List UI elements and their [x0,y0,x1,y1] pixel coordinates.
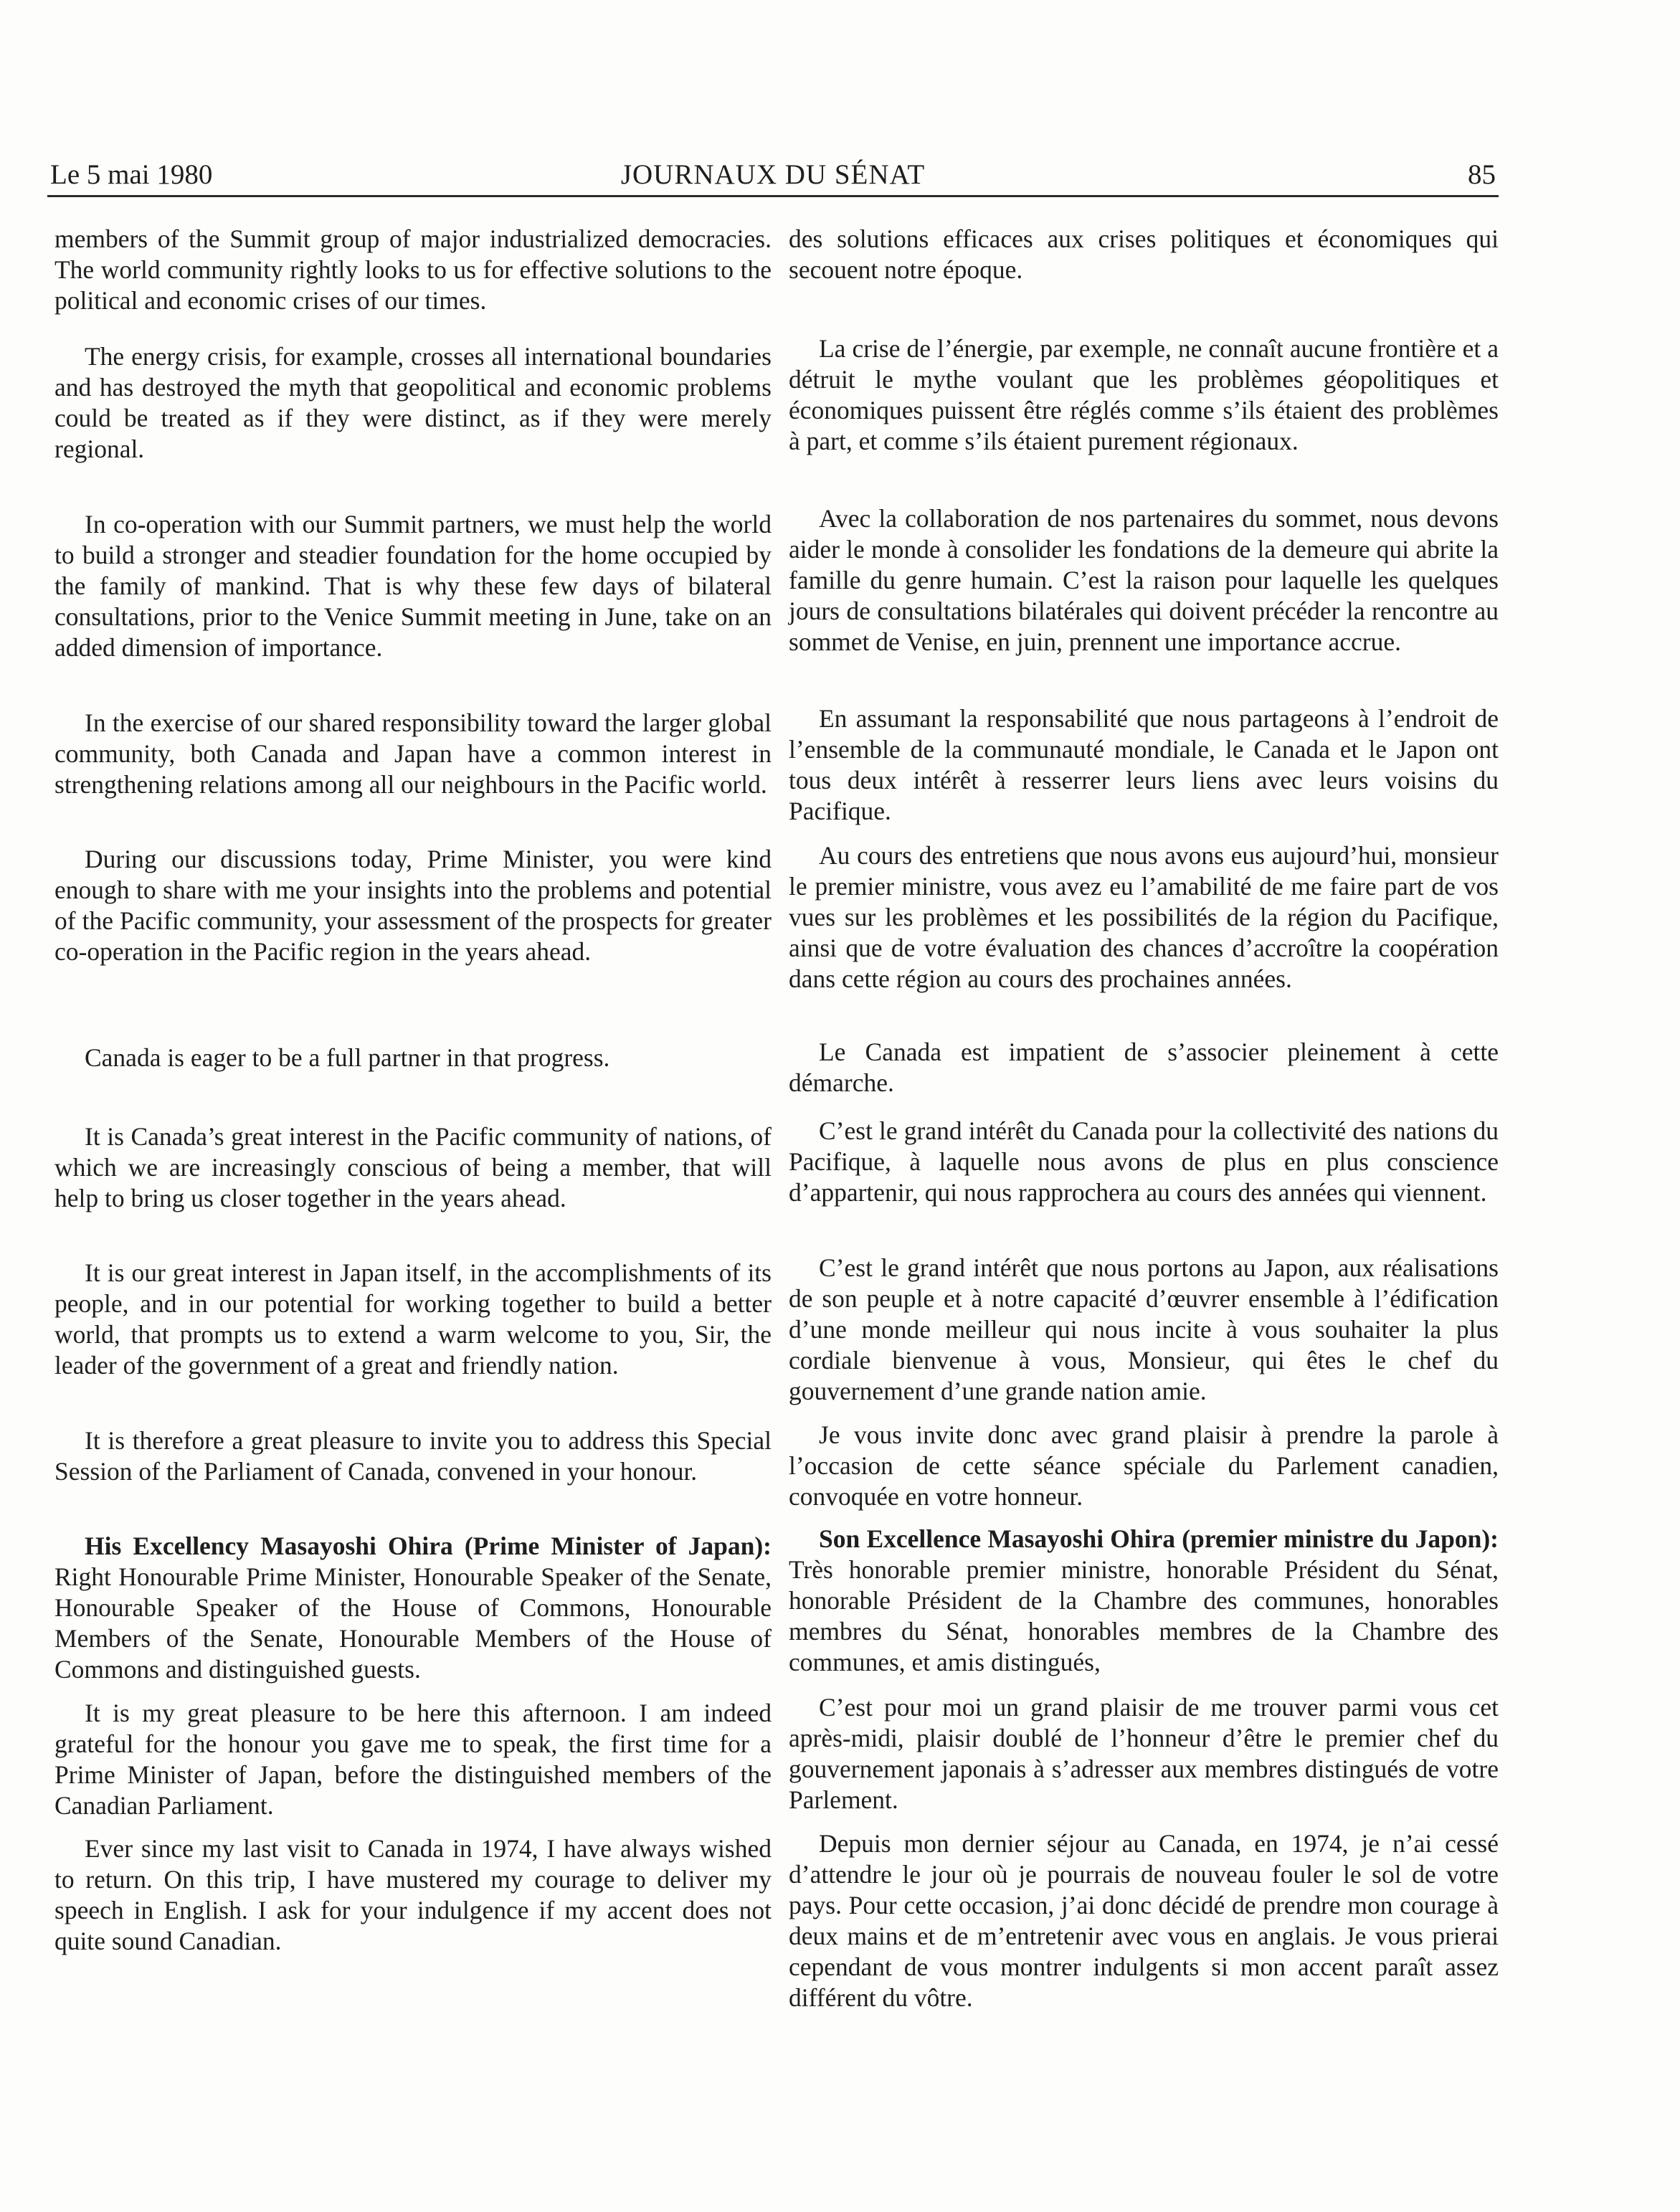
paragraph: Depuis mon dernier séjour au Canada, en 1974, je n’ai cessé d’attendre le jour où je pourrais de nouveau fouler le sol de votre pays. Pour cette occasion, j’ai donc décidé de prendre mon courage à deux mains et de m’entretenir avec vous en anglais. Je vous prierai cependant de vous montrer indulgents si mon accent paraît assez différent du vôtre. [789,1829,1499,2012]
speaker-paragraph [54,1531,772,1685]
header-date: Le 5 mai 1980 [50,159,213,190]
header-title: JOURNAUX DU SÉNAT [620,159,926,190]
paragraph: It is our great interest in Japan itself, in the accomplishments of its people, and in our potential for working together to build a better world, that prompts us to extend a warm welcome to you, Sir, the leader of the government of a great and friendly nation. [54,1258,772,1380]
speaker-name: Son Excellence Masayoshi Ohira (premier ministre du Japon): [819,1524,1499,1553]
paragraph: La crise de l’énergie, par exemple, ne connaît aucune frontière et a détruit le mythe voulant que les problèmes géopolitiques et économiques puissent être réglés comme s’ils étaient des problèmes à part, et comme s’ils étaient purement régionaux. [789,334,1499,455]
paragraph: During our discussions today, Prime Minister, you were kind enough to share with me your insights into the problems and potential of the Pacific community, your assessment of the prospects for greater co-operation in the Pacific region in the years ahead. [54,845,772,966]
paragraph: The energy crisis, for example, crosses all international boundaries and has destroyed the myth that geopolitical and economic problems could be treated as if they were distinct, as if they were merely regional. [54,342,772,463]
paragraph: In co-operation with our Summit partners, we must help the world to build a stronger and steadier foundation for the home occupied by the family of mankind. That is why these few days of bilateral consultations, prior to the Venice Summit meeting in June, take on an added dimension of importance. [54,510,772,662]
paragraph: members of the Summit group of major industrialized democracies. The world community rightly looks to us for effective solutions to the political and economic crises of our times. [54,224,772,315]
running-header [47,155,1499,197]
paragraph: C’est le grand intérêt du Canada pour la collectivité des nations du Pacifique, à laquelle nous avons de plus en plus conscience d’appartenir, qui nous rapprochera au cours des années qui viennent. [789,1116,1499,1207]
paragraph: Je vous invite donc avec grand plaisir à prendre la parole à l’occasion de cette séance spéciale du Parlement canadien, convoquée en votre honneur. [789,1420,1499,1511]
paragraph: It is my great pleasure to be here this afternoon. I am indeed grateful for the honour you gave me to speak, the first time for a Prime Minister of Japan, before the distinguished members of the Canadian Parliament. [54,1699,772,1820]
paragraph: Canada is eager to be a full partner in that progress. [85,1043,610,1072]
paragraph: Le Canada est impatient de s’associer pleinement à cette démarche. [789,1038,1499,1097]
paragraph: En assumant la responsabilité que nous partageons à l’endroit de l’ensemble de la communauté mondiale, le Canada et le Japon ont tous deux intérêt à resserrer leurs liens avec leurs voisins du Pacifique. [789,704,1499,825]
speaker-name: His Excellency Masayoshi Ohira (Prime Minister of Japan): [85,1532,772,1560]
paragraph: C’est le grand intérêt que nous portons au Japon, aux réalisations de son peuple et à notre capacité d’œuvrer ensemble à l’édification d’une monde meilleur qui nous incite à vous souhaiter la plus cordiale bienvenue à vous, Monsieur, qui êtes le chef du gouvernement d’une grande nation amie. [789,1253,1499,1405]
page-number: 85 [1468,159,1496,190]
paragraph: It is therefore a great pleasure to invite you to address this Special Session of the Parliament of Canada, convened in your honour. [54,1426,772,1486]
speech-text: Très honorable premier ministre, honorable Président du Sénat, honorable Président de la Chambre des communes, honorables membres du Sénat, honorables membres de la Chambre des communes, et amis distingués, [789,1555,1499,1676]
paragraph: It is Canada’s great interest in the Pacific community of nations, of which we are increasingly conscious of being a member, that will help to bring us closer together in the years ahead. [54,1122,772,1212]
speech-text: Right Honourable Prime Minister, Honourable Speaker of the Senate, Honourable Speaker of the House of Commons, Honourable Members of the Senate, Honourable Members of the House of Commons and distinguished guests. [54,1562,772,1684]
paragraph: In the exercise of our shared responsibility toward the larger global community, both Canada and Japan have a common interest in strengthening relations among all our neighbours in the Pacific world. [54,708,772,799]
speaker-paragraph [789,1524,1499,1678]
paragraph: C’est pour moi un grand plaisir de me trouver parmi vous cet après-midi, plaisir doublé de l’honneur d’être le premier chef du gouvernement japonais à s’adresser aux membres distingués de votre Parlement. [789,1693,1499,1814]
paragraph: Au cours des entretiens que nous avons eus aujourd’hui, monsieur le premier ministre, vous avez eu l’amabilité de me faire part de vos vues sur les problèmes et les possibilités de la région du Pacifique, ainsi que de votre évaluation des chances d’accroître la coopération dans cette région au cours des prochaines années. [789,841,1499,993]
paragraph: Ever since my last visit to Canada in 1974, I have always wished to return. On this trip, I have mustered my courage to deliver my speech in English. I ask for your indulgence if my accent does not quite sound Canadian. [54,1834,772,1955]
paragraph: des solutions efficaces aux crises politiques et économiques qui secouent notre époque. [789,224,1499,284]
paragraph: Avec la collaboration de nos partenaires du sommet, nous devons aider le monde à consolider les fondations de la demeure qui abrite la famille du genre humain. C’est la raison pour laquelle les quelques jours de consultations bilatérales qui doivent précéder la rencontre au sommet de Venise, en juin, prennent une importance accrue. [789,504,1499,656]
